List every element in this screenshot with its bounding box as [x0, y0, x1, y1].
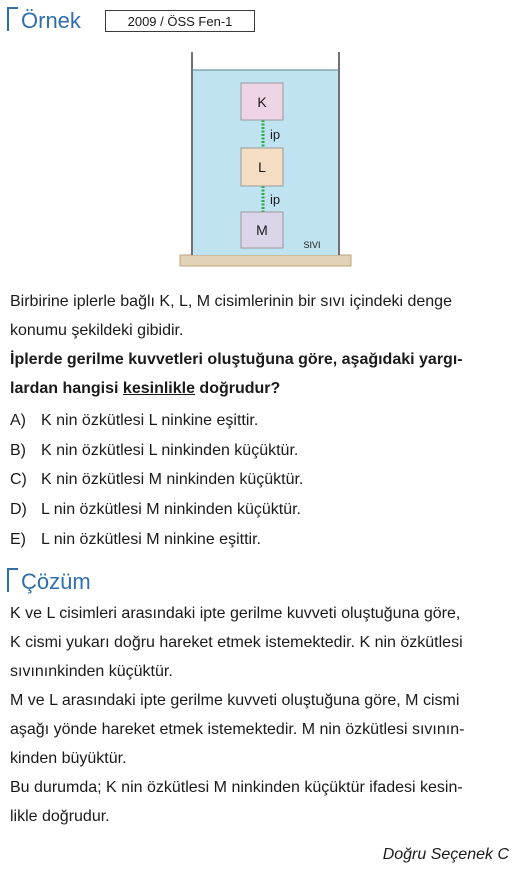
solution-line: kinden büyüktür. [10, 750, 127, 767]
option-c[interactable] [10, 469, 303, 491]
question-stem-line2a: lardan hangisi [10, 380, 123, 397]
solution-line: likle doğrudur. [10, 808, 110, 825]
option-text: L nin özkütlesi M ninkinden küçüktür. [41, 501, 301, 518]
solution-title: Çözüm [21, 569, 91, 594]
option-text: L nin özkütlesi M ninkine eşittir. [41, 531, 261, 548]
option-a[interactable] [10, 410, 258, 432]
heading-bracket [7, 568, 18, 592]
liquid-label: SIVI [303, 240, 321, 250]
heading-bracket [7, 7, 18, 31]
block-m-label: M [256, 222, 268, 238]
example-title: Örnek [21, 8, 81, 33]
string-label-upper: ip [270, 127, 281, 142]
solution-line: M ve L arasındaki ipte gerilme kuvveti oluştuğuna göre, M cismi [10, 692, 460, 709]
solution-heading [7, 568, 91, 593]
option-d[interactable] [10, 499, 301, 521]
solution-line: K ve L cisimleri arasındaki ipte gerilme kuvveti oluştuğuna göre, [10, 605, 461, 622]
option-letter: E) [10, 531, 26, 548]
question-stem [10, 345, 463, 403]
liquid-container-figure [178, 52, 353, 272]
option-text: K nin özkütlesi L ninkine eşittir. [41, 412, 259, 429]
option-letter: C) [10, 471, 27, 488]
solution-line: K cismi yukarı doğru hareket etmek istemektedir. K nin özkütlesi [10, 634, 463, 651]
question-stem-line1: İplerde gerilme kuvvetleri oluştuğuna göre, aşağıdaki yargı- [10, 351, 463, 368]
question-intro-line1: Birbirine iplerle bağlı K, L, M cisimlerinin bir sıvı içindeki denge [10, 293, 452, 310]
option-b[interactable] [10, 440, 298, 462]
option-letter: B) [10, 442, 26, 459]
correct-answer: Doğru Seçenek C [382, 846, 509, 863]
option-text: K nin özkütlesi L ninkinden küçüktür. [41, 442, 299, 459]
solution-text [10, 599, 464, 831]
container-base [180, 255, 351, 266]
question-intro [10, 287, 452, 345]
question-stem-emphasis: kesinlikle [122, 380, 195, 397]
question-intro-line2: konumu şekildeki gibidir. [10, 322, 184, 339]
exam-source-badge: 2009 / ÖSS Fen-1 [105, 10, 255, 32]
question-stem-line2b: doğrudur? [194, 380, 281, 397]
string-label-lower: ip [270, 192, 281, 207]
example-heading [7, 7, 81, 32]
option-e[interactable] [10, 529, 261, 551]
block-k-label: K [257, 94, 267, 110]
option-letter: D) [10, 501, 27, 518]
block-l-label: L [258, 159, 266, 175]
solution-line: Bu durumda; K nin özkütlesi M ninkinden küçüktür ifadesi kesin- [10, 779, 463, 796]
option-letter: A) [10, 412, 26, 429]
solution-line: sıvınınkinden küçüktür. [10, 663, 173, 680]
option-text: K nin özkütlesi M ninkinden küçüktür. [41, 471, 304, 488]
solution-line: aşağı yönde hareket etmek istemektedir. M nin özkütlesi sıvının- [10, 721, 465, 738]
